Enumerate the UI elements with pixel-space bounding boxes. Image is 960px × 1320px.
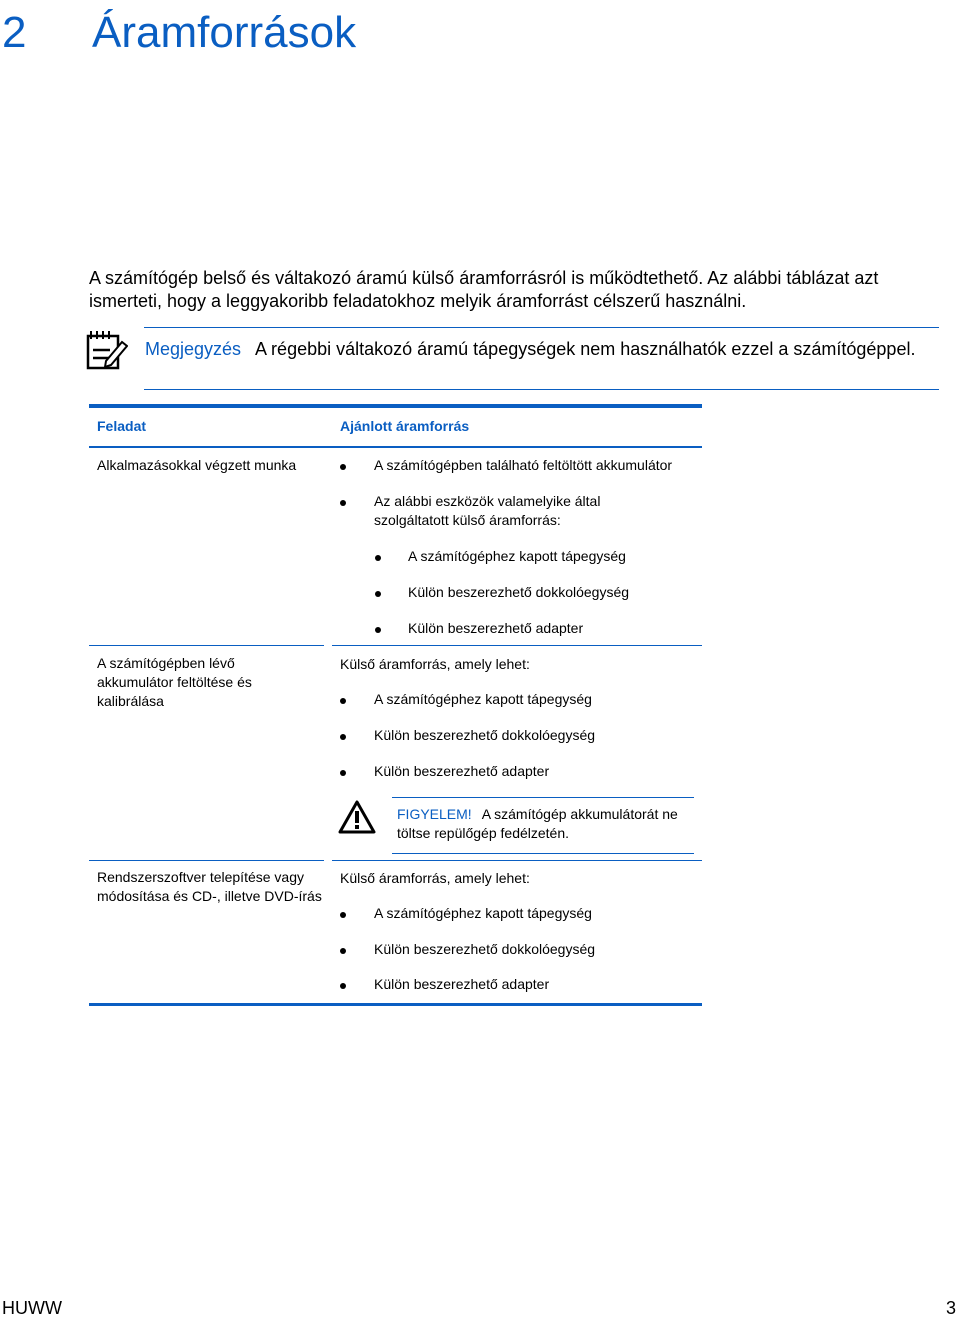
warning-rule-top — [392, 797, 694, 798]
row1-subitem-3: Külön beszerezhető adapter — [408, 620, 584, 636]
warning-rule-bottom — [392, 853, 694, 854]
warning-body: A számítógép akkumulátorát ne töltse repülőgép fedélzetén. — [397, 806, 678, 841]
row1-item-1: A számítógépben található feltöltött akkumulátor — [374, 457, 673, 473]
row3-item-1: A számítógéphez kapott tápegység — [374, 905, 592, 921]
row1-item-2: Az alábbi eszközök valamelyike által szolgáltatott külső áramforrás: — [374, 493, 601, 528]
row3-item-3: Külön beszerezhető adapter — [374, 976, 550, 992]
bullet — [340, 770, 346, 776]
note-label: Megjegyzés — [145, 339, 242, 359]
chapter-title: Áramforrások — [92, 8, 357, 57]
row2-item-2: Külön beszerezhető dokkolóegység — [374, 727, 596, 743]
intro-paragraph: A számítógép belső és váltakozó áramú külső áramforrásról is működtethető. Az alábbi táblázat azt ismerteti, hogy a leggyakoribb feladatokhoz melyik áramforrást célszerű használni. — [89, 268, 879, 311]
row2-item-1: A számítógéphez kapott tápegység — [374, 691, 592, 707]
bullet — [340, 983, 346, 989]
bullet — [340, 912, 346, 918]
row-rule — [89, 860, 324, 861]
bullet — [340, 734, 346, 740]
note-rule-bottom — [144, 389, 939, 390]
row-rule — [332, 860, 702, 861]
bullet — [340, 698, 346, 704]
note-text — [145, 338, 925, 361]
table-top-rule — [89, 404, 702, 408]
page-number: 3 — [946, 1298, 957, 1318]
bullet — [340, 464, 346, 470]
table-header-source: Ajánlott áramforrás — [340, 418, 470, 434]
note-body: A régebbi váltakozó áramú tápegységek nem használhatók ezzel a számítógéppel. — [255, 339, 916, 359]
row2-task: A számítógépben lévő akkumulátor feltöltése és kalibrálása — [97, 655, 252, 709]
footer-label: HUWW — [2, 1298, 62, 1318]
warning-icon — [338, 800, 376, 834]
warning-label: FIGYELEM! — [397, 806, 472, 822]
warning-text — [397, 805, 692, 843]
row1-subitem-1: A számítógéphez kapott tápegység — [408, 548, 626, 564]
row3-item-2: Külön beszerezhető dokkolóegység — [374, 941, 596, 957]
row1-subitem-2: Külön beszerezhető dokkolóegység — [408, 584, 630, 600]
bullet — [375, 591, 381, 597]
table-header-task: Feladat — [97, 418, 147, 434]
row2-item-3: Külön beszerezhető adapter — [374, 763, 550, 779]
row-rule — [332, 645, 702, 646]
row-rule — [89, 645, 324, 646]
bullet — [375, 555, 381, 561]
note-icon — [86, 330, 128, 372]
row3-task: Rendszerszoftver telepítése vagy módosítása és CD-, illetve DVD-írás — [97, 869, 322, 904]
row1-task: Alkalmazásokkal végzett munka — [97, 457, 297, 473]
bullet — [340, 948, 346, 954]
note-rule-top — [144, 327, 939, 328]
bullet — [375, 627, 381, 633]
chapter-number: 2 — [2, 8, 27, 57]
table-header-rule — [89, 446, 702, 448]
row3-intro: Külső áramforrás, amely lehet: — [340, 870, 530, 886]
table-bottom-rule — [89, 1003, 702, 1006]
bullet — [340, 500, 346, 506]
row2-intro: Külső áramforrás, amely lehet: — [340, 656, 530, 672]
